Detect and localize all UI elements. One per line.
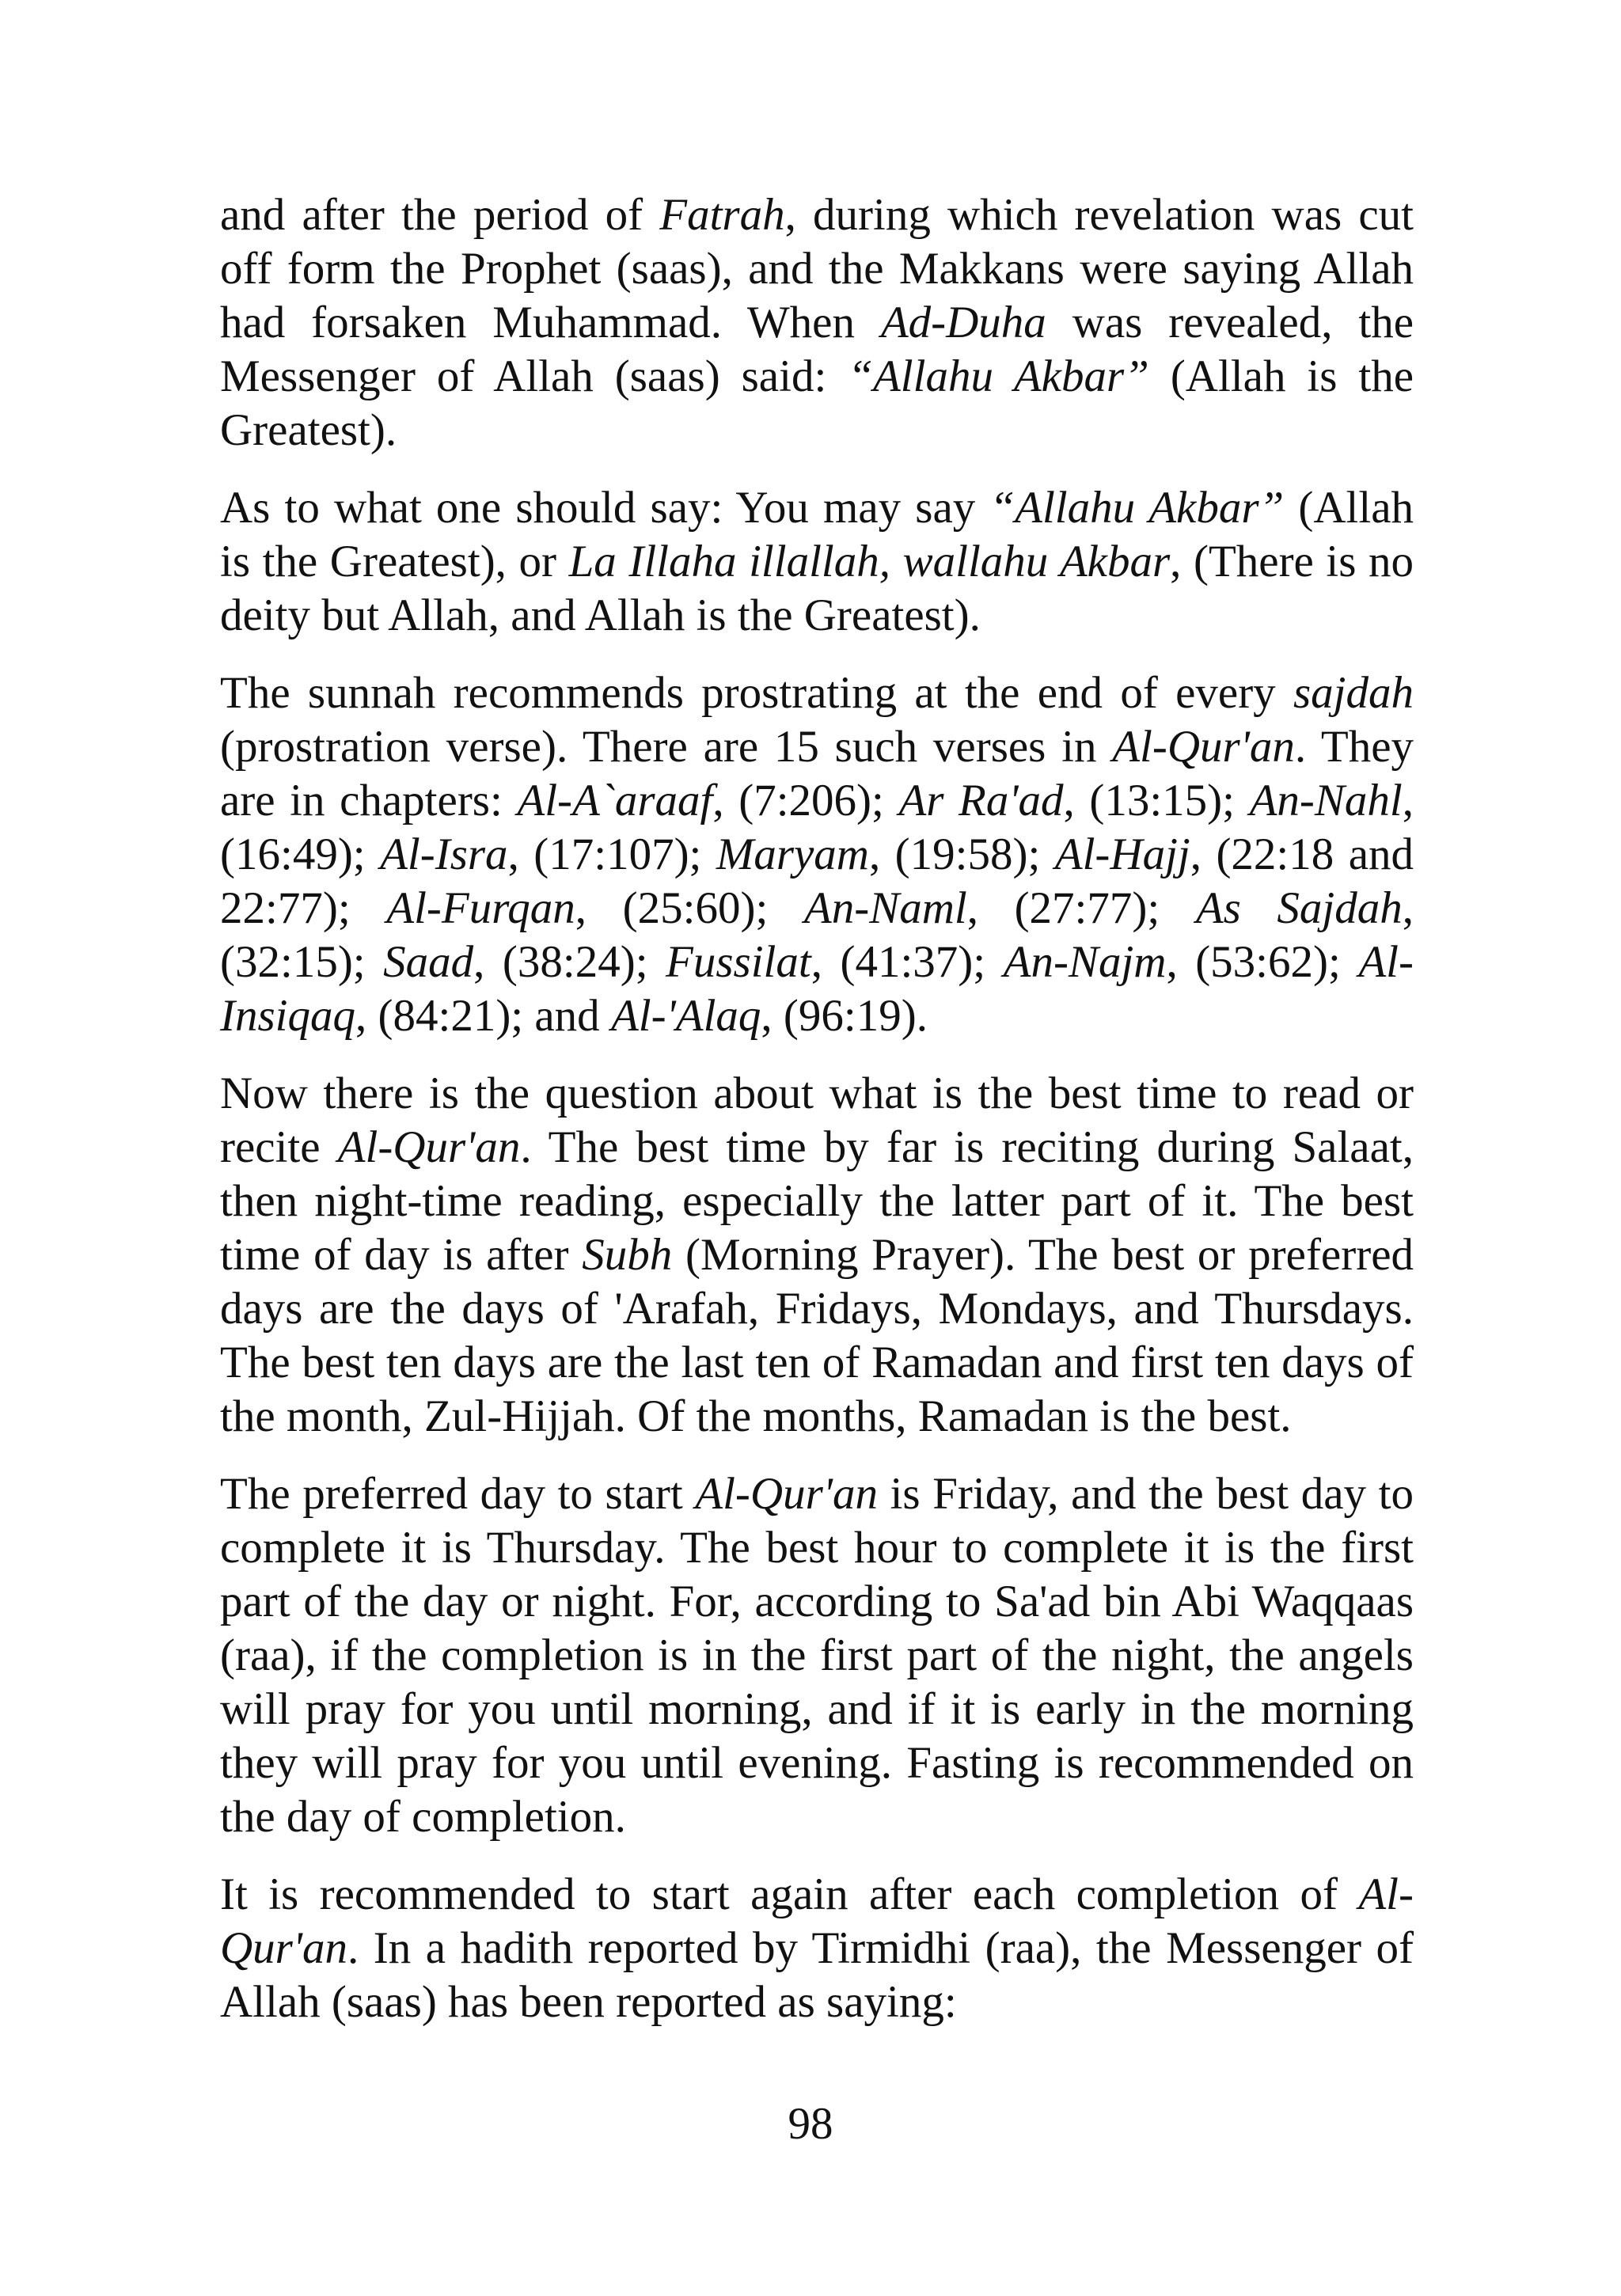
text-run: , (38:24); — [473, 937, 666, 987]
text-run: . The best time by far is reciting during Salaat, then night-time reading, especially the latter part of it. The best time of day is after — [220, 1122, 1414, 1280]
paragraph-fatrah — [220, 188, 1414, 457]
text-run: The preferred day to start — [220, 1469, 696, 1519]
italic-term: Al-A`araaf — [517, 776, 713, 825]
text-run: , (84:21); and — [355, 991, 611, 1041]
page-number: 98 — [788, 2099, 833, 2149]
italic-term: An-Nahl — [1249, 776, 1403, 825]
italic-term: Al-Qur'an — [337, 1122, 521, 1172]
italic-term: As Sajdah — [1195, 883, 1403, 933]
italic-term: Ad-Duha — [880, 298, 1046, 347]
text-run: and after the period of — [220, 190, 660, 240]
italic-term: Fatrah — [659, 190, 785, 240]
text-run: . They are in chapters: — [220, 722, 1414, 825]
body-text — [220, 188, 1414, 2029]
text-run: , (19:58); — [868, 829, 1055, 879]
text-run: The sunnah recommends prostrating at the end of every — [220, 668, 1293, 718]
text-run: , (96:19). — [761, 991, 928, 1041]
italic-term: Al-Qur'an — [220, 1869, 1414, 1973]
text-run: As to what one should say: You may say — [220, 483, 990, 533]
text-run: , during which revelation was cut off form the Prophet (saas), and the Makkans were saying Allah had forsaken Muhammad. When — [220, 190, 1414, 347]
italic-term: Al-Insiqaq — [220, 937, 1414, 1041]
paragraph-what-to-say — [220, 481, 1414, 643]
italic-term: Al-Hajj — [1054, 829, 1190, 879]
italic-term: Al-Furqan — [386, 883, 575, 933]
paragraph-best-time — [220, 1067, 1414, 1444]
italic-term: Al-Isra — [380, 829, 508, 879]
text-run: , (53:62); — [1166, 937, 1359, 987]
text-run: (Allah is the Greatest), or — [220, 483, 1414, 586]
text-run: , (7:206); — [712, 776, 899, 825]
italic-term: Al-'Alaq — [610, 991, 761, 1041]
italic-term: “Allahu Akbar” — [989, 483, 1285, 533]
italic-term: Ar Ra'ad — [898, 776, 1064, 825]
text-run: (Allah is the Greatest). — [220, 351, 1414, 455]
text-run: , (17:107); — [507, 829, 716, 879]
text-run: , (There is no deity but Allah, and Allah is the Greatest). — [220, 537, 1414, 640]
text-run: , (27:77); — [966, 883, 1196, 933]
italic-term: Saad — [383, 937, 474, 987]
italic-term: “Allahu Akbar” — [848, 351, 1149, 401]
italic-term: Al-Qur'an — [695, 1469, 878, 1519]
italic-term: An-Naml — [803, 883, 967, 933]
italic-term: sajdah — [1293, 668, 1414, 718]
text-run: , (22:18 and 22:77); — [220, 829, 1414, 933]
text-run: , (16:49); — [220, 776, 1414, 879]
italic-term: Fussilat — [666, 937, 811, 987]
paragraph-sajdah-verses — [220, 666, 1414, 1043]
text-run: , (25:60); — [575, 883, 804, 933]
paragraph-start-again — [220, 1868, 1414, 2029]
italic-term: La Illaha illallah, wallahu Akbar — [568, 537, 1171, 586]
text-run: , (13:15); — [1063, 776, 1250, 825]
italic-term: Al-Qur'an — [1112, 722, 1295, 772]
text-run: , (41:37); — [810, 937, 1004, 987]
italic-term: An-Najm — [1003, 937, 1167, 987]
text-run: (prostration verse). There are 15 such verses in — [220, 722, 1113, 772]
text-run: It is recommended to start again after each completion of — [220, 1869, 1359, 1919]
text-run: is Friday, and the best day to complete it is Thursday. The best hour to complete it is the first part of the day or night. For, according to Sa'ad bin Abi Waqqaas (raa), if the completion is in the first part of the night, the angels will pray for you until morning, and if it is early in the morning they will pray for you until evening. Fasting is recommended on the day of completion. — [220, 1469, 1414, 1842]
text-run: . In a hadith reported by Tirmidhi (raa), the Messenger of Allah (saas) has been reported as saying: — [220, 1923, 1414, 2027]
text-run: , (32:15); — [220, 883, 1414, 987]
paragraph-preferred-day — [220, 1467, 1414, 1844]
text-run: was revealed, the Messenger of Allah (saas) said: — [220, 298, 1414, 401]
text-run: (Morning Prayer). The best or preferred days are the days of 'Arafah, Fridays, Mondays, and Thursdays. The best ten days are the last ten of Ramadan and first ten days of the month, Zul-Hijjah. Of the months, Ramadan is the best. — [220, 1230, 1414, 1441]
text-run: Now there is the question about what is the best time to read or recite — [220, 1068, 1414, 1172]
italic-term: Maryam — [716, 829, 869, 879]
italic-term: Subh — [582, 1230, 673, 1280]
